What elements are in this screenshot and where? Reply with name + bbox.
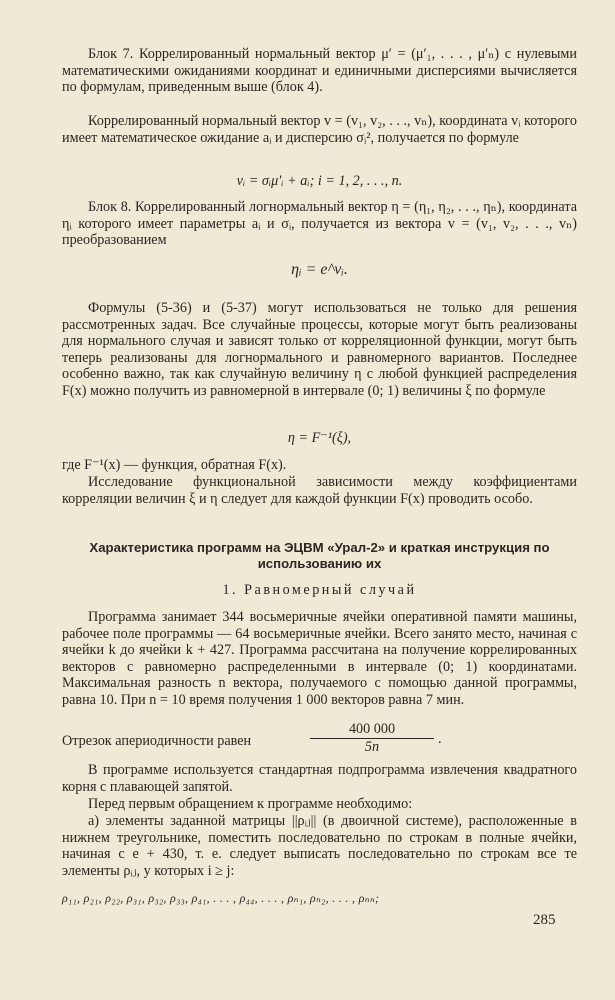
section-heading: Характеристика программ на ЭЦВМ «Урал-2» и краткая инструкция по использованию их [89,540,550,571]
program-paragraph: Программа занимает 344 восьмеричные ячейки оперативной памяти машины, рабочее поле программы — 64 восьмеричные ячейки. Всего занято место, начиная с ячейки k до ячейки k + 427. Программа рассчитана на получение коррелированных векторов с равномерно распределенными в интервале (0; 1) координатами. Максимальная разность n вектора, получаемого с помощью данной программы, равна 10. При n = 10 время получения 1 000 векторов равна 7 мин. [62,609,577,708]
inverse-note: где F⁻¹(x) — функция, обратная F(x). [62,457,287,473]
aperiodicity-suffix: . [438,731,442,747]
matrix-instruction: а) элементы заданной матрицы ||ρᵢⱼ|| (в двоичной системе), расположенные в нижнем треугольнике, поместить последовательно по строкам в полные ячейки, начиная с e + 430, т. е. следует выписать последовательно по строкам все те элементы ρᵢⱼ, у которых i ≥ j: [62,813,577,879]
subroutine-paragraph: В программе используется стандартная подпрограмма извлечения квадратного корня с плавающей запятой. [62,762,577,795]
aperiodicity-denominator: 5n [364,739,380,755]
formula-inverse: η = F⁻¹(ξ), [287,430,352,446]
formula-eta: ηᵢ = e^vᵢ. [291,261,348,278]
formula-v: vᵢ = σᵢμ′ᵢ + aᵢ; i = 1, 2, . . ., n. [236,173,403,189]
research-paragraph: Исследование функциональной зависимости между коэффициентами корреляции величин ξ и η следует для каждой функции F(x) проводить особо. [62,474,577,507]
block-7-vector-paragraph: Коррелированный нормальный вектор v = (v₁, v₂, . . ., vₙ), координата vᵢ которого имеет математическое ожидание aᵢ и дисперсию σᵢ², получается по формуле [62,113,577,146]
aperiodicity-numerator: 400 000 [348,721,396,737]
aperiodicity-label: Отрезок апериодичности равен [62,733,252,749]
page-number: 285 [533,912,556,928]
formulas-paragraph: Формулы (5-36) и (5-37) могут использоваться не только для решения рассмотренных задач. Все случайные процессы, которые могут быть реализованы для нормального случая и зависят только от корреляционной функции, могут быть теперь реализованы для логнормального и равномерного вариантов. Последнее особенно важно, так как случайную величину η с любой функцией распределения F(x) можно получить из равномерной в интервале (0; 1) величины ξ по формуле [62,300,577,399]
aperiodicity-formula [62,721,577,755]
block-7-paragraph: Блок 7. Коррелированный нормальный вектор μ′ = (μ′₁, . . . , μ′ₙ) с нулевыми математическими ожиданиями координат и единичными дисперсиями вычисляется по формулам, приведенным выше (блок 4). [62,46,577,96]
block-8-paragraph: Блок 8. Коррелированный логнормальный вектор η = (η₁, η₂, . . ., ηₙ), координата ηᵢ которого имеет параметры aᵢ и σᵢ, получается из вектора v = (v₁, v₂, . . ., vₙ) преобразованием [62,199,577,249]
rho-sequence: ρ₁₁, ρ₂₁, ρ₂₂, ρ₃₁, ρ₃₂, ρ₃₃, ρ₄₁, . . . , ρ₄₄, . . . , ρₙ₁, ρₙ₂, . . . , ρₙₙ; [62,891,380,905]
section-subheading: 1. Равномерный случай [222,582,417,598]
before-call-paragraph: Перед первым обращением к программе необходимо: [88,796,413,812]
